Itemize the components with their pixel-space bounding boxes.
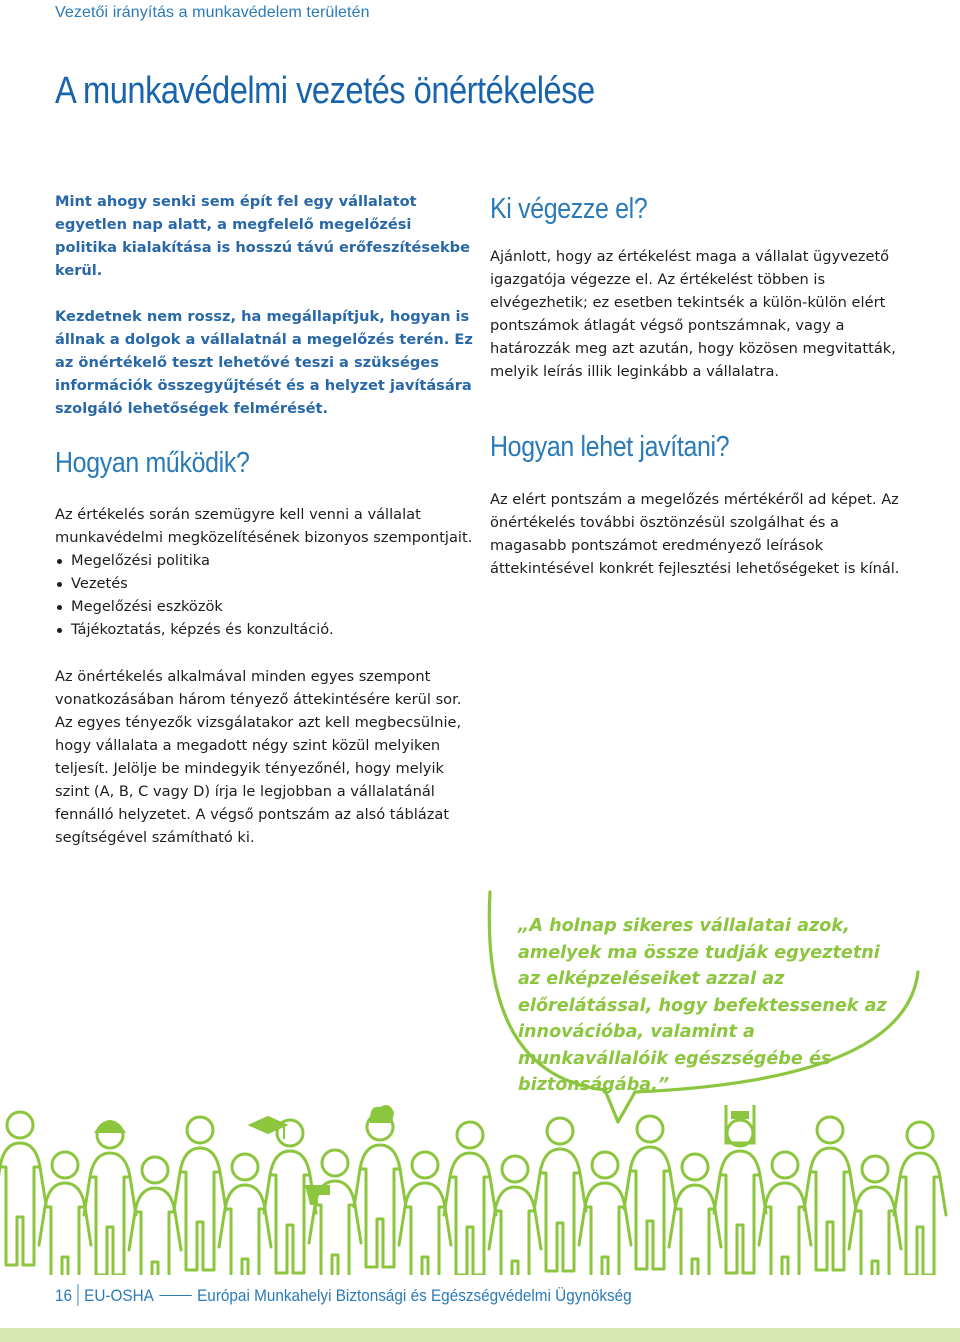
page-footer bbox=[55, 1284, 632, 1306]
running-head: Vezetői irányítás a munkavédelem területén bbox=[55, 4, 370, 21]
page-title: A munkavédelmi vezetés önértékelése bbox=[55, 70, 595, 112]
person-figure bbox=[84, 1122, 136, 1275]
person-figure bbox=[669, 1154, 721, 1275]
person-figure bbox=[894, 1122, 946, 1275]
heading-hogyan-lehet-javitani: Hogyan lehet javítani? bbox=[490, 431, 730, 463]
hogyan-text: Az értékelés során szemügyre kell venni a vállalat munkavédelmi megközelítésének bizonyos szempontjait. bbox=[55, 506, 473, 546]
person-figure bbox=[444, 1122, 496, 1275]
list-item: Tájékoztatás, képzés és konzultáció. bbox=[55, 618, 480, 641]
heading-hogyan-mukodik: Hogyan működik? bbox=[55, 447, 250, 479]
graduation-cap-icon bbox=[250, 1117, 286, 1139]
hard-hat-icon bbox=[94, 1120, 126, 1133]
javitani-section bbox=[490, 488, 910, 580]
quote-text: „A holnap sikeres vállalatai azok, amelyek ma össze tudják egyeztetni az elképzeléseiket azzal az előrelátással, hogy befektessenek az innovációba, valamint a munkavállalóik egészségébe és biztonságába.” bbox=[518, 916, 887, 1095]
person-figure bbox=[579, 1152, 631, 1275]
bottom-color-bar bbox=[0, 1328, 960, 1342]
intro-text bbox=[55, 190, 475, 420]
chef-hat-icon bbox=[370, 1105, 394, 1123]
people-figures-illustration bbox=[0, 1105, 960, 1275]
hogyan-section bbox=[55, 503, 480, 641]
page-number: 16 bbox=[55, 1286, 73, 1305]
aspect-list bbox=[55, 549, 480, 641]
org-short-name: EU-OSHA bbox=[84, 1286, 154, 1305]
evaluation-paragraph: Az önértékelés alkalmával minden egyes szempont vonatkozásában három tényező áttekintésére kerül sor. Az egyes tényezők vizsgálatakor azt kell megbecsülnie, hogy vállalata a megadott négy szint közül melyiken teljesít. Jelölje be mindegyik tényezőnél, hogy melyik szint (A, B, C vagy D) írja le legjobban a vállalatánál fennálló helyzetet. A végső pontszám az alsó táblázat segítségével számítható ki. bbox=[55, 668, 462, 846]
javitani-text: Az elért pontszám a megelőzés mértékéről ad képet. Az önértékelés további ösztönzésül szolgálhat és a magasabb pontszámot eredményező leírások áttekintésével konkrét fejlesztési lehetőségeket is kínál. bbox=[490, 491, 900, 577]
intro-paragraph-1: Mint ahogy senki sem épít fel egy vállalatot egyetlen nap alatt, a megfelelő megelőzési politika kialakítása is hosszú távú erőfeszítésekbe kerül. bbox=[55, 193, 471, 279]
drill-tool-icon bbox=[305, 1185, 330, 1205]
ki-text: Ajánlott, hogy az értékelést maga a vállalat ügyvezető igazgatója végezze el. Az értékelést többen is elvégezhetik; ez esetben tekintsék a külön-külön elért pontszámok átlagát végső pontszámnak, vagy a határozzák meg azt azután, hogy közösen megvitatták, melyik leírás illik leginkább a vállalatra. bbox=[490, 248, 896, 380]
ki-section bbox=[490, 245, 910, 383]
footer-dash bbox=[159, 1295, 191, 1297]
list-item: Vezetés bbox=[55, 572, 480, 595]
person-figure bbox=[219, 1154, 271, 1275]
list-item: Megelőzési eszközök bbox=[55, 595, 480, 618]
org-full-name: Európai Munkahelyi Biztonsági és Egészségvédelmi Ügynökség bbox=[197, 1286, 632, 1305]
welding-mask-visor bbox=[731, 1111, 749, 1119]
intro-paragraph-2: Kezdetnek nem rossz, ha megállapítjuk, hogyan is állnak a dolgok a vállalatnál a megelőzés terén. Ez az önértékelő teszt lehetővé teszi a szükséges információk összegyűjtését és a helyzet javítására szolgáló lehetőségek felmérését. bbox=[55, 308, 473, 417]
footer-separator bbox=[77, 1284, 78, 1306]
heading-ki-vegezze-el: Ki végezze el? bbox=[490, 193, 648, 225]
list-item: Megelőzési politika bbox=[55, 549, 480, 572]
evaluation-text bbox=[55, 665, 475, 849]
